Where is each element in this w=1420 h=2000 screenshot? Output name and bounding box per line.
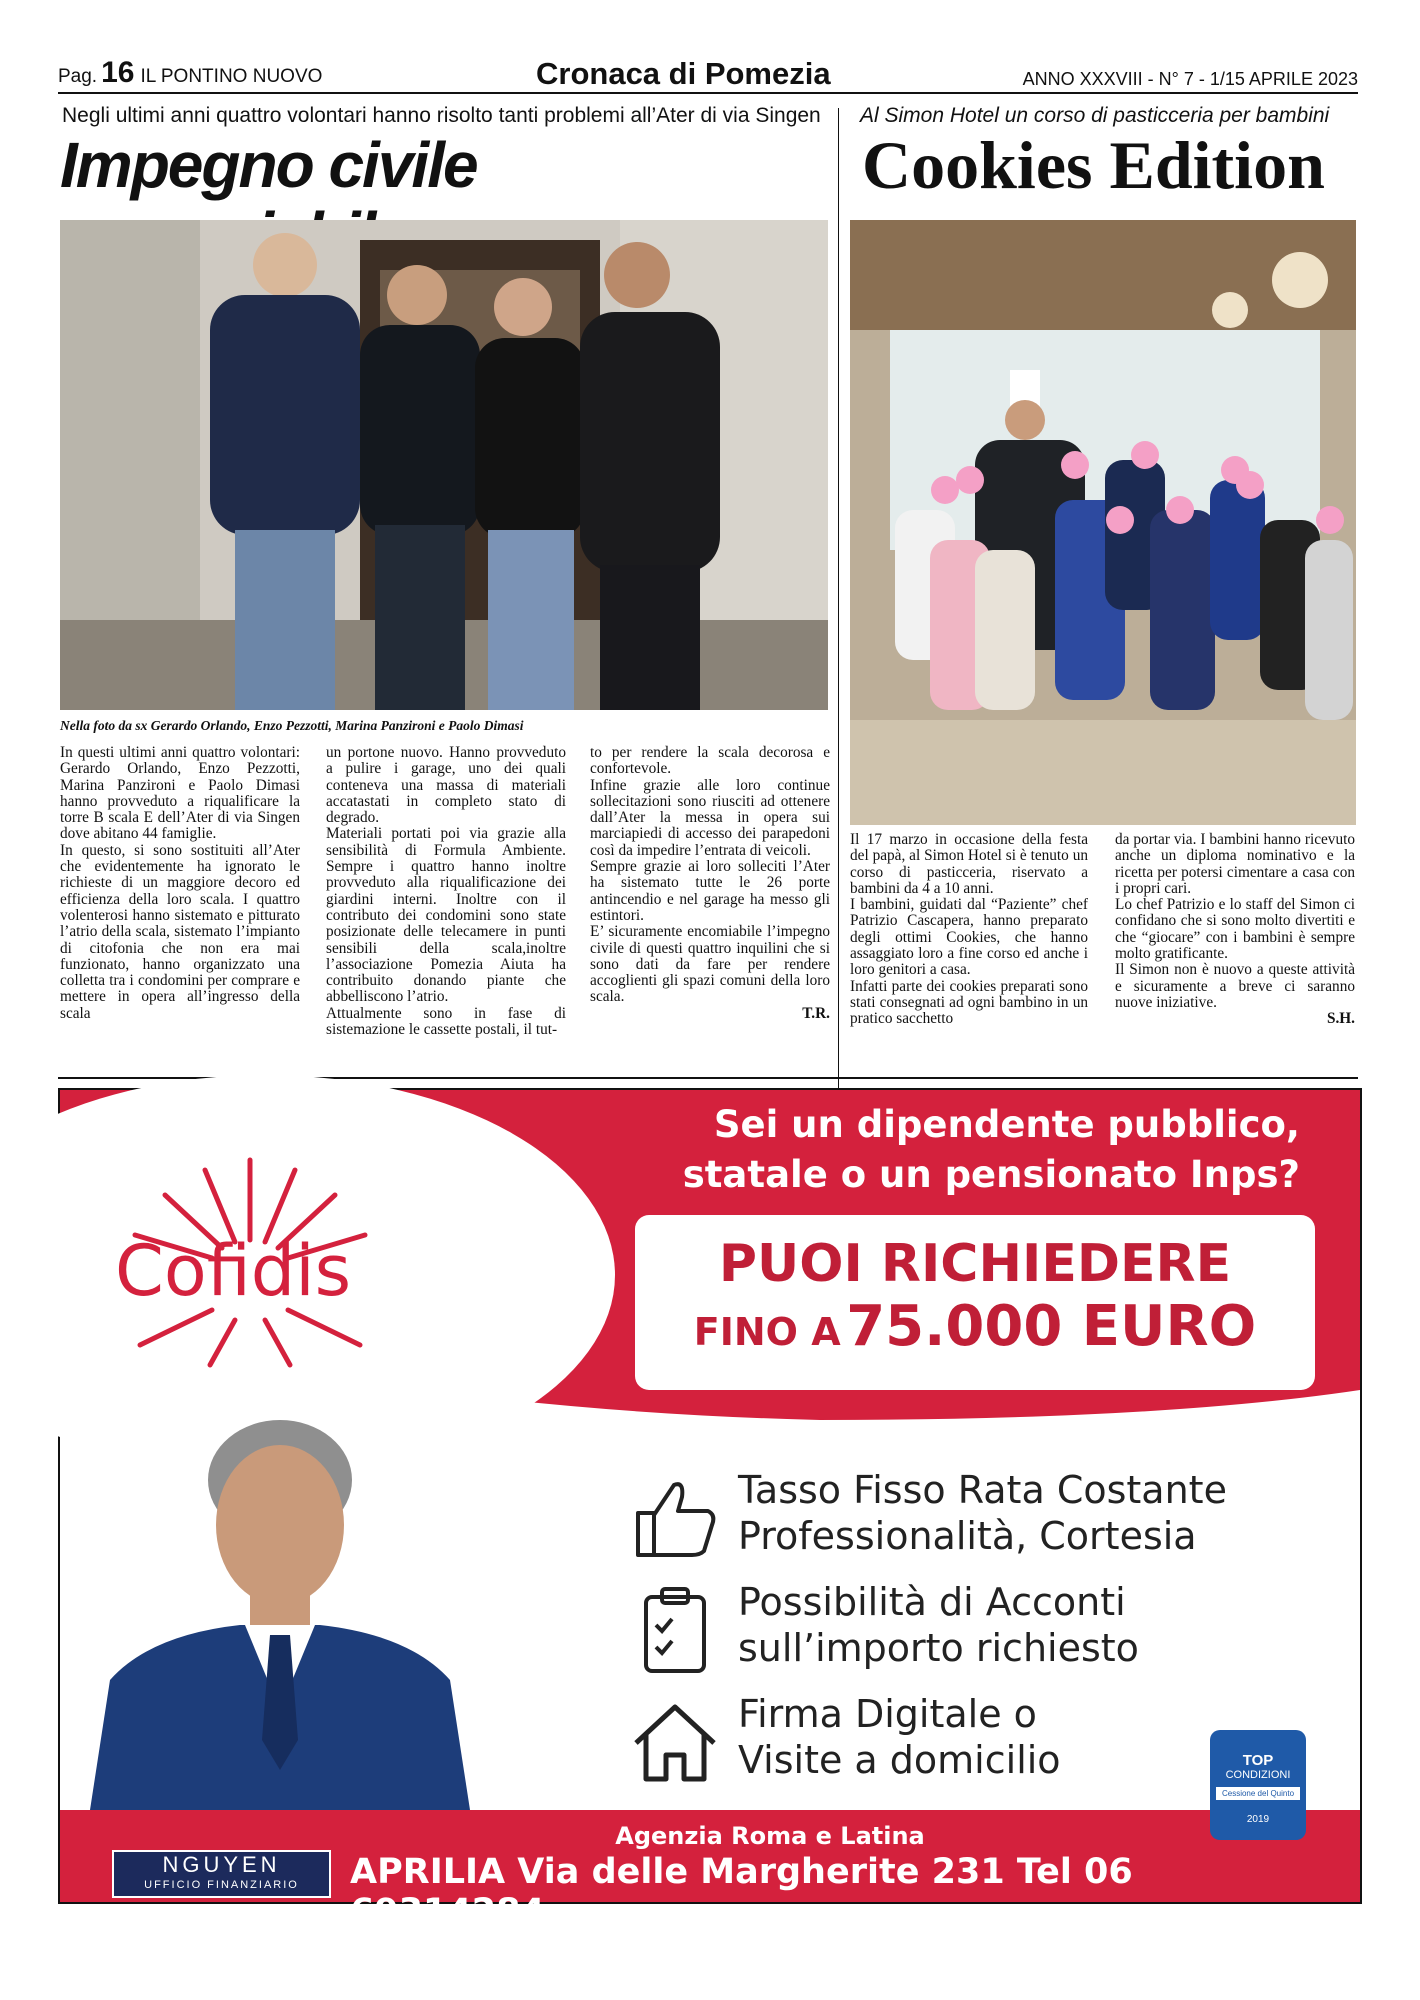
offer-line-2 bbox=[635, 1295, 1315, 1372]
newspaper-name: IL PONTINO NUOVO bbox=[140, 66, 323, 87]
house-icon bbox=[630, 1699, 720, 1783]
photo-caption: Nella foto da sx Gerardo Orlando, Enzo Pezzotti, Marina Panzironi e Paolo Dimasi bbox=[60, 718, 524, 733]
offer-box bbox=[635, 1215, 1315, 1390]
column-divider bbox=[838, 108, 839, 1110]
cookies-class-photo bbox=[850, 220, 1356, 825]
signature: S.H. bbox=[1326, 1010, 1355, 1028]
paragraph: Il Simon non è nuovo a queste attività e sicuramente a breve ci saranno nuove iniziative. bbox=[1115, 961, 1355, 1011]
paragraph: da portar via. I bambini hanno ricevuto anche un diploma nominativo e la ricetta per potersi cimentare a casa con i propri cari. bbox=[1115, 831, 1355, 897]
paragraph: Sempre grazie ai loro solleciti l’Ater ha sistemato tutte le 26 porte antincendio e nel garage ha messo gli estintori. bbox=[590, 858, 830, 924]
badge-middle: CONDIZIONI bbox=[1225, 1769, 1291, 1781]
paragraph: In questi ultimi anni quattro volontari: Gerardo Orlando, Enzo Pezzotti, Marina Panzironi e Paolo Dimasi hanno provveduto a riqualificare la torre B scala E dell’Ater di via Singen dove abitano 44 famiglie. bbox=[60, 744, 300, 843]
paragraph: Il 17 marzo in occasione della festa del papà, al Simon Hotel si è tenuto un corso di pasticceria, riservato a bambini da 4 a 10 anni. bbox=[850, 831, 1088, 897]
badge-year: 2019 bbox=[1246, 1814, 1270, 1825]
paragraph: un portone nuovo. Hanno provveduto a pulire i garage, uno dei quali conteneva una massa di materiali accatastati in completo stato di degrado. bbox=[326, 744, 566, 827]
badge-sub: Cessione del Quinto bbox=[1216, 1787, 1300, 1800]
office-sub: UFFICIO FINANZIARIO bbox=[144, 1879, 299, 1891]
thumbs-up-icon bbox=[630, 1475, 720, 1559]
nguyen-logo bbox=[112, 1850, 331, 1898]
cofidis-advertisement bbox=[58, 1088, 1362, 1932]
pag-label: Pag. bbox=[58, 66, 98, 87]
advisor-photo bbox=[70, 1410, 490, 1810]
offer-amount: 75.000 EURO bbox=[846, 1294, 1257, 1359]
offer-line-1: PUOI RICHIEDERE bbox=[718, 1234, 1232, 1294]
page-number-block bbox=[58, 56, 322, 90]
feature-line-2: Professionalità, Cortesia bbox=[738, 1514, 1197, 1558]
offer-prefix: FINO A bbox=[693, 1310, 841, 1354]
agency-text: Agenzia Roma e Latina bbox=[615, 1822, 925, 1850]
left-article-col-2 bbox=[326, 745, 566, 1038]
paragraph: Materiali portati poi via grazie alla sensibilità di Formula Ambiente. Sempre i quattro hanno inoltre provveduto alla riqualificazione dei giardini interni. Inoltre con il contributo dei condomini sono state posizionate delle telecamere in punti sensibili della scala,inoltre l’associazione Pomezia Aiuta ha contribuito donando piante che abbelliscono l’atrio. bbox=[326, 825, 566, 1006]
paragraph: I bambini, guidati dal “Paziente” chef Patrizio Cascapera, hanno preparato degli ottimi Cookies, che hanno assaggiato loro a fine corso ed anche i loro genitori a casa. bbox=[850, 896, 1088, 979]
signature: T.R. bbox=[802, 1004, 830, 1022]
paragraph: Lo chef Patrizio e lo staff del Simon ci confidano che si sono molto divertiti e che “giocare” con i bambini è sempre molto gratificante. bbox=[1115, 896, 1355, 963]
question-line-2: statale o un pensionato Inps? bbox=[682, 1153, 1300, 1196]
right-kicker: Al Simon Hotel un corso di pasticceria per bambini bbox=[860, 104, 1330, 127]
feature-line-2: Visite a domicilio bbox=[738, 1738, 1061, 1782]
office-name: NGUYEN bbox=[162, 1852, 281, 1877]
cofidis-logo-text: Cofidis bbox=[115, 1230, 352, 1312]
address-text: APRILIA Via delle Margherite 231 Tel 06 69314284 bbox=[350, 1852, 1133, 1932]
feature-line-1: Possibilità di Acconti bbox=[738, 1580, 1126, 1624]
left-article-col-1 bbox=[60, 745, 300, 1022]
clipboard-checklist-icon bbox=[640, 1585, 710, 1675]
page-header bbox=[58, 58, 1358, 94]
question-line-1: Sei un dipendente pubblico, bbox=[713, 1103, 1300, 1146]
badge-top: TOP bbox=[1242, 1752, 1274, 1769]
left-article-col-3 bbox=[590, 745, 830, 1022]
ad-question bbox=[590, 1100, 1300, 1200]
paragraph: E’ sicuramente encomiabile l’impegno civile di questi quattro inquilini che si sono dati da fare per rendere accoglienti gli spazi comuni della loro scala. bbox=[590, 923, 830, 1006]
paragraph: to per rendere la scala decorosa e confortevole. bbox=[590, 744, 830, 778]
feature-line-1: Tasso Fisso Rata Costante bbox=[738, 1468, 1227, 1512]
feature-text bbox=[738, 1691, 1061, 1783]
feature-item bbox=[630, 1467, 1350, 1567]
feature-text bbox=[738, 1467, 1227, 1559]
paragraph: In questo, si sono sostituiti all’Ater che evidentemente ha ignorato le richieste di un maggiore decoro ed efficienza della loro scala. I quattro volenterosi hanno sistemato e pitturato l’atrio della scala, sistemato l’impianto di citofonia che non era mai funzionato, hanno organizzato una colletta tra i condomini per comprare e mettere in opera all’ingresso della scala bbox=[60, 841, 300, 1022]
feature-line-2: sull’importo richiesto bbox=[738, 1626, 1139, 1670]
feature-item bbox=[630, 1579, 1350, 1679]
feature-text bbox=[738, 1579, 1139, 1671]
paragraph: Infatti parte dei cookies preparati sono stati consegnati ad ogni bambino in un pratico sacchetto bbox=[850, 977, 1088, 1028]
paragraph: Attualmente sono in fase di sistemazione le cassette postali, il tut- bbox=[326, 1004, 566, 1039]
section-title: Cronaca di Pomezia bbox=[536, 56, 831, 91]
feature-line-1: Firma Digitale o bbox=[738, 1692, 1037, 1736]
volunteers-photo bbox=[60, 220, 828, 710]
issue-info: ANNO XXXVIII - N° 7 - 1/15 APRILE 2023 bbox=[1022, 69, 1358, 89]
page-number: 16 bbox=[101, 56, 135, 89]
left-kicker: Negli ultimi anni quattro volontari hanno risolto tanti problemi all’Ater di via Singen bbox=[62, 104, 821, 127]
paragraph: Infine grazie alle loro continue sollecitazioni sono riusciti ad ottenere dall’Ater la messa in opera sui marciapiedi di accesso dei parapedoni così da impedire l’entrata di veicoli. bbox=[590, 776, 830, 859]
right-article-col-2 bbox=[1115, 832, 1355, 1028]
left-headline: Impegno civile bbox=[60, 129, 477, 201]
right-headline: Cookies Edition bbox=[862, 127, 1325, 203]
right-article-col-1 bbox=[850, 832, 1088, 1028]
